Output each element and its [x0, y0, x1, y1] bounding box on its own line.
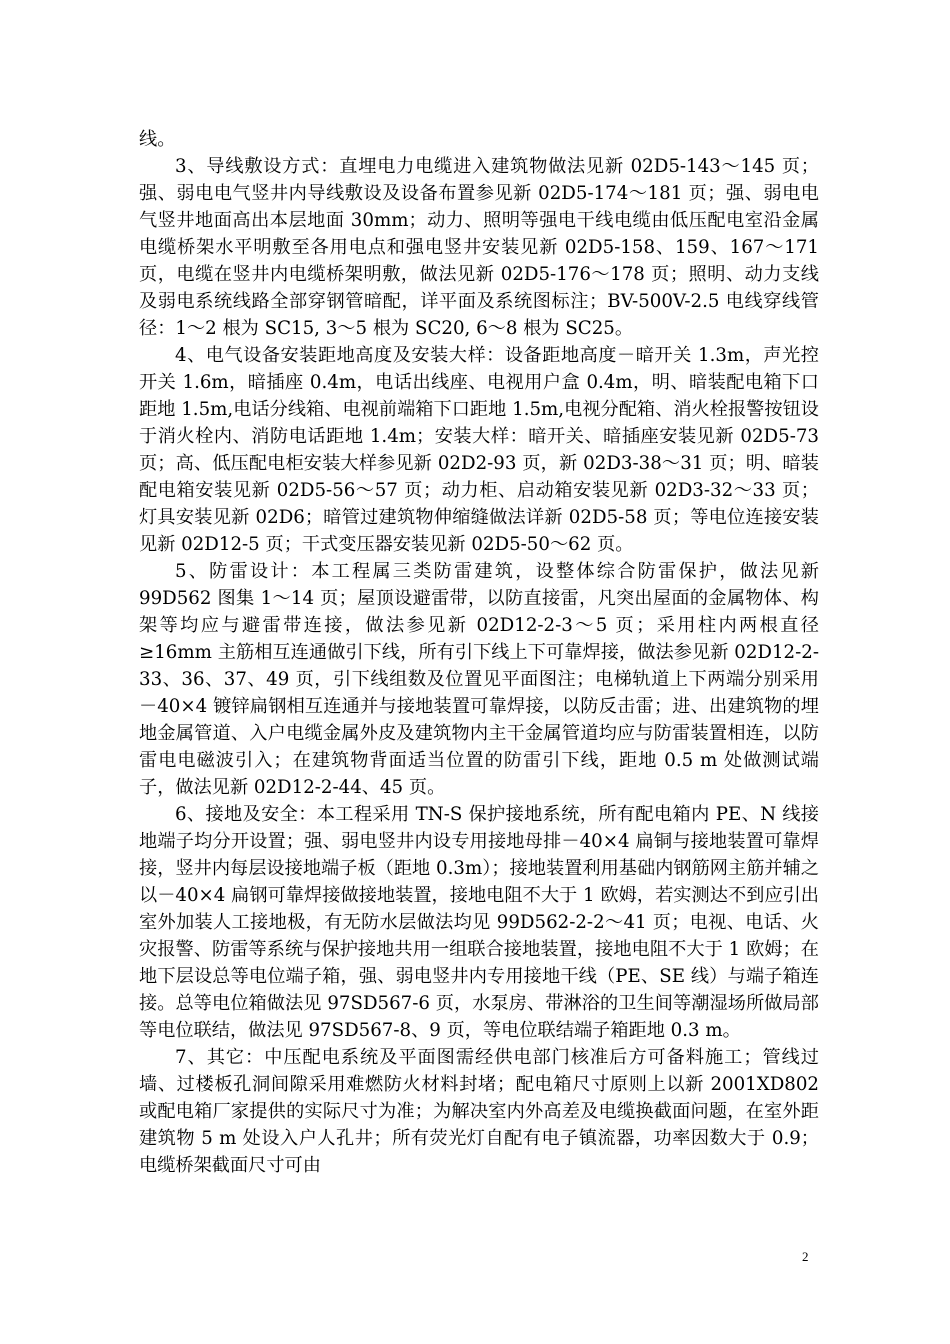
paragraph-lightning-protection: 5、防雷设计：本工程属三类防雷建筑，设整体综合防雷保护，做法见新 99D562 图集 1～14 页；屋顶设避雷带，以防直接雷，凡突出屋面的金属物体、构架等均应与避雷带连接，做法参见新 02D12-2-3～5 页；采用柱内两根直径≥16mm 主筋相互连通做引下线，所有引下线上下可靠焊接，做法参见新 02D12-2-33、36、37、49 页，引下线组数及位置见平面图注；电梯轨道上下两端分别采用－40×4 镀锌扁钢相互连通并与接地装置可靠焊接，以防反击雷；进、出建筑物的埋地金属管道、入户电缆金属外皮及建筑物内主干金属管道均应与防雷装置相连，以防雷电电磁波引入；在建筑物背面适当位置的防雷引下线，距地 0.5 m 处做测试端子，做法见新 02D12-2-44、45 页。	[139, 561, 819, 798]
body-text	[139, 126, 819, 1179]
paragraph-equipment-height: 4、电气设备安装距地高度及安装大样：设备距地高度－暗开关 1.3m，声光控开关 1.6m，暗插座 0.4m，电话出线座、电视用户盒 0.4m，明、暗装配电箱下口距地 1.5m,电话分线箱、电视前端箱下口距地 1.5m,电视分配箱、消火栓报警按钮设于消火栓内、消防电话距地 1.4m；安装大样：暗开关、暗插座安装见新 02D5-73 页；高、低压配电柜安装大样参见新 02D2-93 页，新 02D3-38～31 页；明、暗装配电箱安装见新 02D5-56～57 页；动力柜、启动箱安装见新 02D3-32～33 页；灯具安装见新 02D6；暗管过建筑物伸缩缝做法详新 02D5-58 页；等电位连接安装见新 02D12-5 页；干式变压器安装见新 02D5-50～62 页。	[139, 345, 819, 555]
page-number: 2	[802, 1249, 809, 1264]
paragraph-other: 7、其它：中压配电系统及平面图需经供电部门核准后方可备料施工；管线过墙、过楼板孔洞间隙采用难燃防火材料封堵；配电箱尺寸原则上以新 2001XD802 或配电箱厂家提供的实际尺寸为准；为解决室内外高差及电缆换截面问题，在室外距建筑物 5 m 处设入户人孔井；所有荧光灯自配有电子镇流器，功率因数大于 0.9；电缆桥架截面尺寸可由	[139, 1047, 819, 1176]
paragraph-wiring-method: 3、导线敷设方式：直埋电力电缆进入建筑物做法见新 02D5-143～145 页；强、弱电电气竖井内导线敷设及设备布置参见新 02D5-174～181 页；强、弱电电气竖井地面高出本层地面 30mm；动力、照明等强电干线电缆由低压配电室沿金属电缆桥架水平明敷至各用电点和强电竖井安装见新 02D5-158、159、167～171 页，电缆在竖井内电缆桥架明敷，做法见新 02D5-176～178 页；照明、动力支线及弱电系统线路全部穿钢管暗配，详平面及系统图标注；BV-500V-2.5 电线穿线管径：1～2 根为 SC15, 3～5 根为 SC20, 6～8 根为 SC25。	[139, 156, 819, 339]
paragraph-continuation: 线。	[139, 129, 176, 150]
paragraph-grounding-safety: 6、接地及安全：本工程采用 TN-S 保护接地系统，所有配电箱内 PE、N 线接地端子均分开设置；强、弱电竖井内设专用接地母排－40×4 扁铜与接地装置可靠焊接，竖井内每层设接地端子板（距地 0.3m）；接地装置利用基础内钢筋网主筋并辅之以－40×4 扁钢可靠焊接做接地装置，接地电阻不大于 1 欧姆，若实测达不到应引出室外加装人工接地极，有无防水层做法均见 99D562-2-2～41 页；电视、电话、火灾报警、防雷等系统与保护接地共用一组联合接地装置，接地电阻不大于 1 欧姆；在地下层设总等电位端子箱，强、弱电竖井内专用接地干线（PE、SE 线）与端子箱连接。总等电位箱做法见 97SD567-6 页，水泵房、带淋浴的卫生间等潮湿场所做局部等电位联结，做法见 97SD567-8、9 页，等电位联结端子箱距地 0.3 m。	[139, 804, 819, 1041]
